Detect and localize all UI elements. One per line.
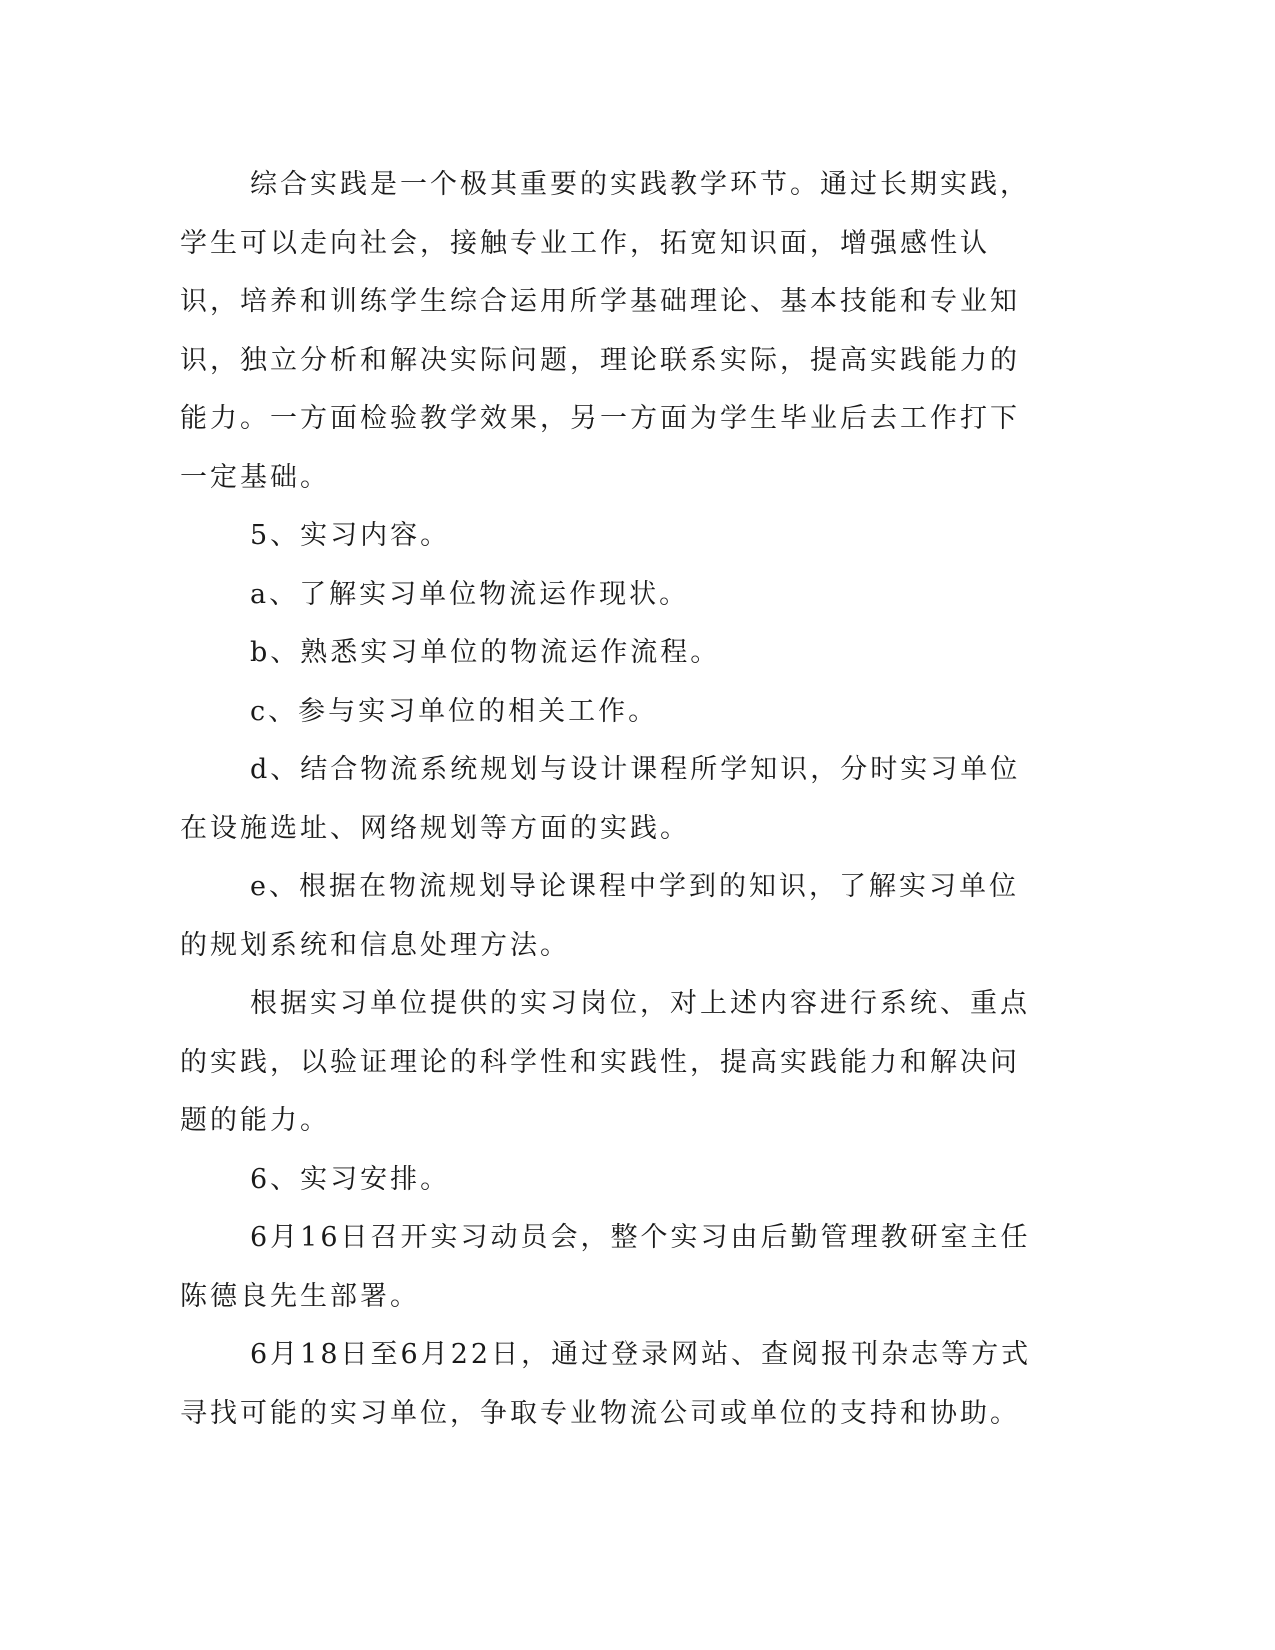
heading-internship-content: 5、实习内容。 — [250, 520, 451, 551]
list-item-a: a、了解实习单位物流运作现状。 — [250, 578, 690, 610]
list-item-e: e、根据在物流规划导论课程中学到的知识，了解实习单位的规划系统和信息处理方法。 — [180, 871, 1019, 961]
paragraph-practice-summary: 根据实习单位提供的实习岗位，对上述内容进行系统、重点的实践，以验证理论的科学性和实践性，提高实践能力和解决问题的能力。 — [180, 988, 1030, 1136]
list-item-d: d、结合物流系统规划与设计课程所学知识，分时实习单位在设施选址、网络规划等方面的实践。 — [180, 754, 1021, 844]
heading-internship-schedule: 6、实习安排。 — [250, 1163, 451, 1195]
schedule-item-june-18-22: 6月18日至6月22日，通过登录网站、查阅报刊杂志等方式寻找可能的实习单位，争取专业物流公司或单位的支持和协助。 — [180, 1339, 1032, 1429]
document-body — [180, 156, 1040, 1443]
schedule-item-june-16: 6月16日召开实习动员会，整个实习由后勤管理教研室主任陈德良先生部署。 — [180, 1222, 1031, 1312]
list-item-c: c、参与实习单位的相关工作。 — [250, 695, 659, 727]
list-item-b: b、熟悉实习单位的物流运作流程。 — [250, 637, 721, 668]
paragraph-practice-importance: 综合实践是一个极其重要的实践教学环节。通过长期实践，学生可以走向社会，接触专业工作，拓宽知识面，增强感性认识，培养和训练学生综合运用所学基础理论、基本技能和专业知识，独立分析和解决实际问题，理论联系实际，提高实践能力的能力。一方面检验教学效果，另一方面为学生毕业后去工作打下一定基础。 — [180, 169, 1030, 493]
